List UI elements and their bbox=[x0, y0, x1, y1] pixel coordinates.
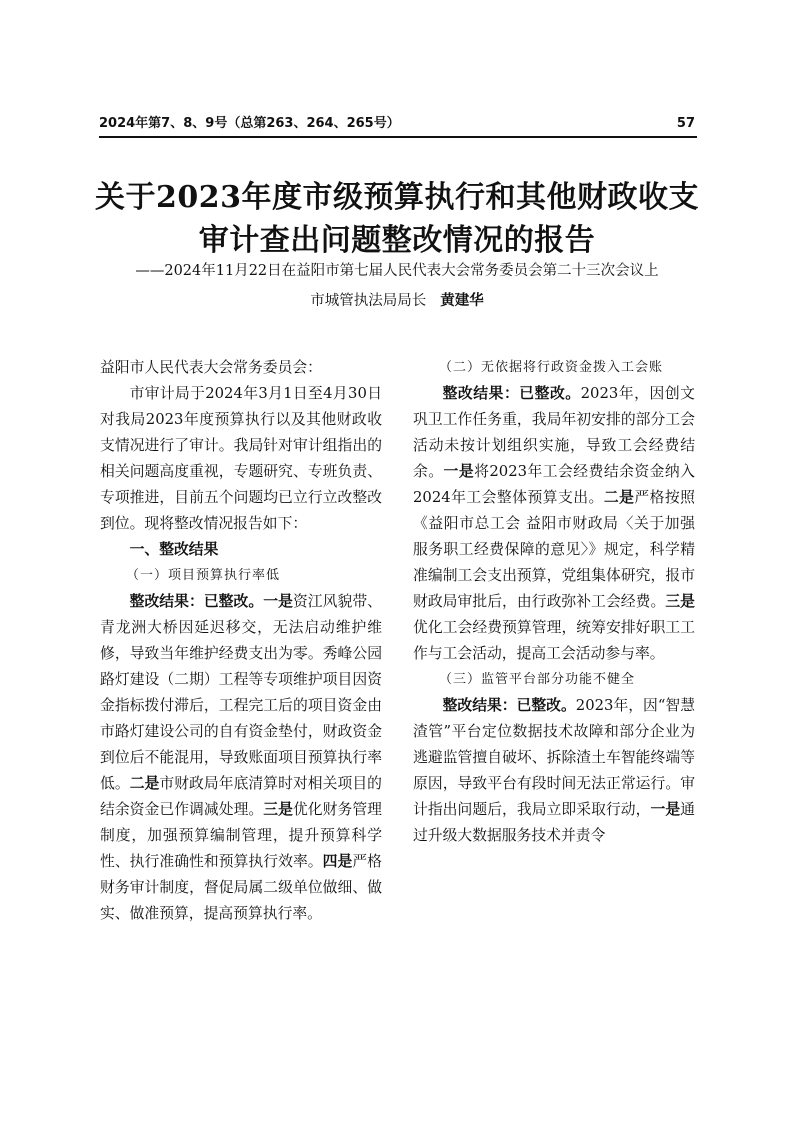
item-lead: 二是 bbox=[129, 775, 160, 792]
item-lead: 四是 bbox=[322, 853, 353, 870]
page-number: 57 bbox=[676, 116, 695, 131]
title-line-2: 审计查出问题整改情况的报告 bbox=[198, 223, 596, 258]
item-text: 将2023年工会经费结余资金纳入2024年工会整体预算支出。 bbox=[413, 463, 695, 506]
left-column bbox=[100, 355, 382, 927]
result-label: 整改结果：已整改。 bbox=[442, 385, 581, 402]
title-line-1: 关于2023年度市级预算执行和其他财政收支 bbox=[95, 180, 699, 215]
item-lead: 一是 bbox=[650, 801, 681, 818]
header-rule bbox=[99, 136, 697, 138]
section-heading: 一、整改结果 bbox=[129, 541, 219, 558]
item-text: 2023年，因创文巩卫工作任务重，我局年初安排的部分工会活动未按计划组织实施，导致工会经费结余。 bbox=[413, 385, 695, 480]
item-text: 严格财务审计制度，督促局属二级单位做细、做实、做准预算，提高预算执行率。 bbox=[100, 853, 382, 922]
subsection-2-title: （二）无依据将行政资金拨入工会账 bbox=[439, 360, 664, 375]
item-lead: 三是 bbox=[665, 593, 695, 610]
issue-info: 2024年第7、8、9号（总第263、264、265号） bbox=[99, 116, 400, 131]
running-header bbox=[99, 116, 695, 132]
report-title bbox=[60, 176, 734, 262]
right-column bbox=[413, 355, 695, 849]
result-label: 整改结果：已整改。 bbox=[129, 593, 264, 610]
item-text: 市财政局年底清算时对相关项目的结余资金已作调减处理。 bbox=[100, 775, 382, 818]
item-text: 2023年，因“智慧渣管”平台定位数据技术故障和部分企业为逃避监管擅自破坏、拆除渣土车智能终端等原因，导致平台有段时间无法正常运行。审计指出问题后，我局立即采取行动， bbox=[413, 697, 695, 818]
speaker-role: 市城管执法局局长 bbox=[310, 293, 427, 309]
speaker-name: 黄建华 bbox=[440, 293, 484, 309]
subsection-1-paragraph bbox=[100, 589, 382, 927]
salutation: 益阳市人民代表大会常务委员会： bbox=[100, 359, 322, 376]
item-text: 通过升级大数据服务技术并责令 bbox=[413, 801, 695, 844]
subsection-3-title: （三）监管平台部分功能不健全 bbox=[439, 672, 636, 687]
report-subtitle: ——2024年11月22日在益阳市第七届人民代表大会常务委员会第二十三次会议上 bbox=[135, 263, 659, 279]
item-lead: 三是 bbox=[263, 801, 293, 818]
item-lead: 一是 bbox=[443, 463, 475, 480]
item-text: 资江风貌带、青龙洲大桥因延迟移交，无法启动维护维修，导致当年维护经费支出为零。秀峰公园路灯建设（二期）工程等专项维护项目因资金指标拨付滞后，工程完工后的项目资金由市路灯建设公司的自有资金垫付，财政资金到位后不能混用，导致账面项目预算执行率低。 bbox=[100, 593, 382, 792]
item-text: 严格按照《益阳市总工会 益阳市财政局〈关于加强服务职工经费保障的意见〉》规定，科学精准编制工会支出预算，党组集体研究，报市财政局审批后，由行政弥补工会经费。 bbox=[413, 489, 695, 610]
subsection-1-title: （一）项目预算执行率低 bbox=[126, 568, 281, 583]
item-text: 优化财务管理制度，加强预算编制管理，提升预算科学性、执行准确性和预算执行效率。 bbox=[100, 801, 382, 870]
subsection-2-paragraph bbox=[413, 381, 695, 667]
item-lead: 二是 bbox=[603, 489, 635, 506]
speaker-line bbox=[60, 289, 734, 313]
result-label: 整改结果：已整改。 bbox=[442, 697, 576, 714]
subsection-3-paragraph bbox=[413, 693, 695, 849]
item-lead: 一是 bbox=[263, 593, 293, 610]
item-text: 优化工会经费预算管理，统筹安排好职工工作与工会活动，提高工会活动参与率。 bbox=[413, 619, 695, 662]
intro-paragraph: 市审计局于2024年3月1日至4月30日对我局2023年度预算执行以及其他财政收支情况进行了审计。我局针对审计组指出的相关问题高度重视，专题研究、专班负责、专项推进，目前五个问题均已立行立改整改到位。现将整改情况报告如下： bbox=[100, 385, 382, 532]
